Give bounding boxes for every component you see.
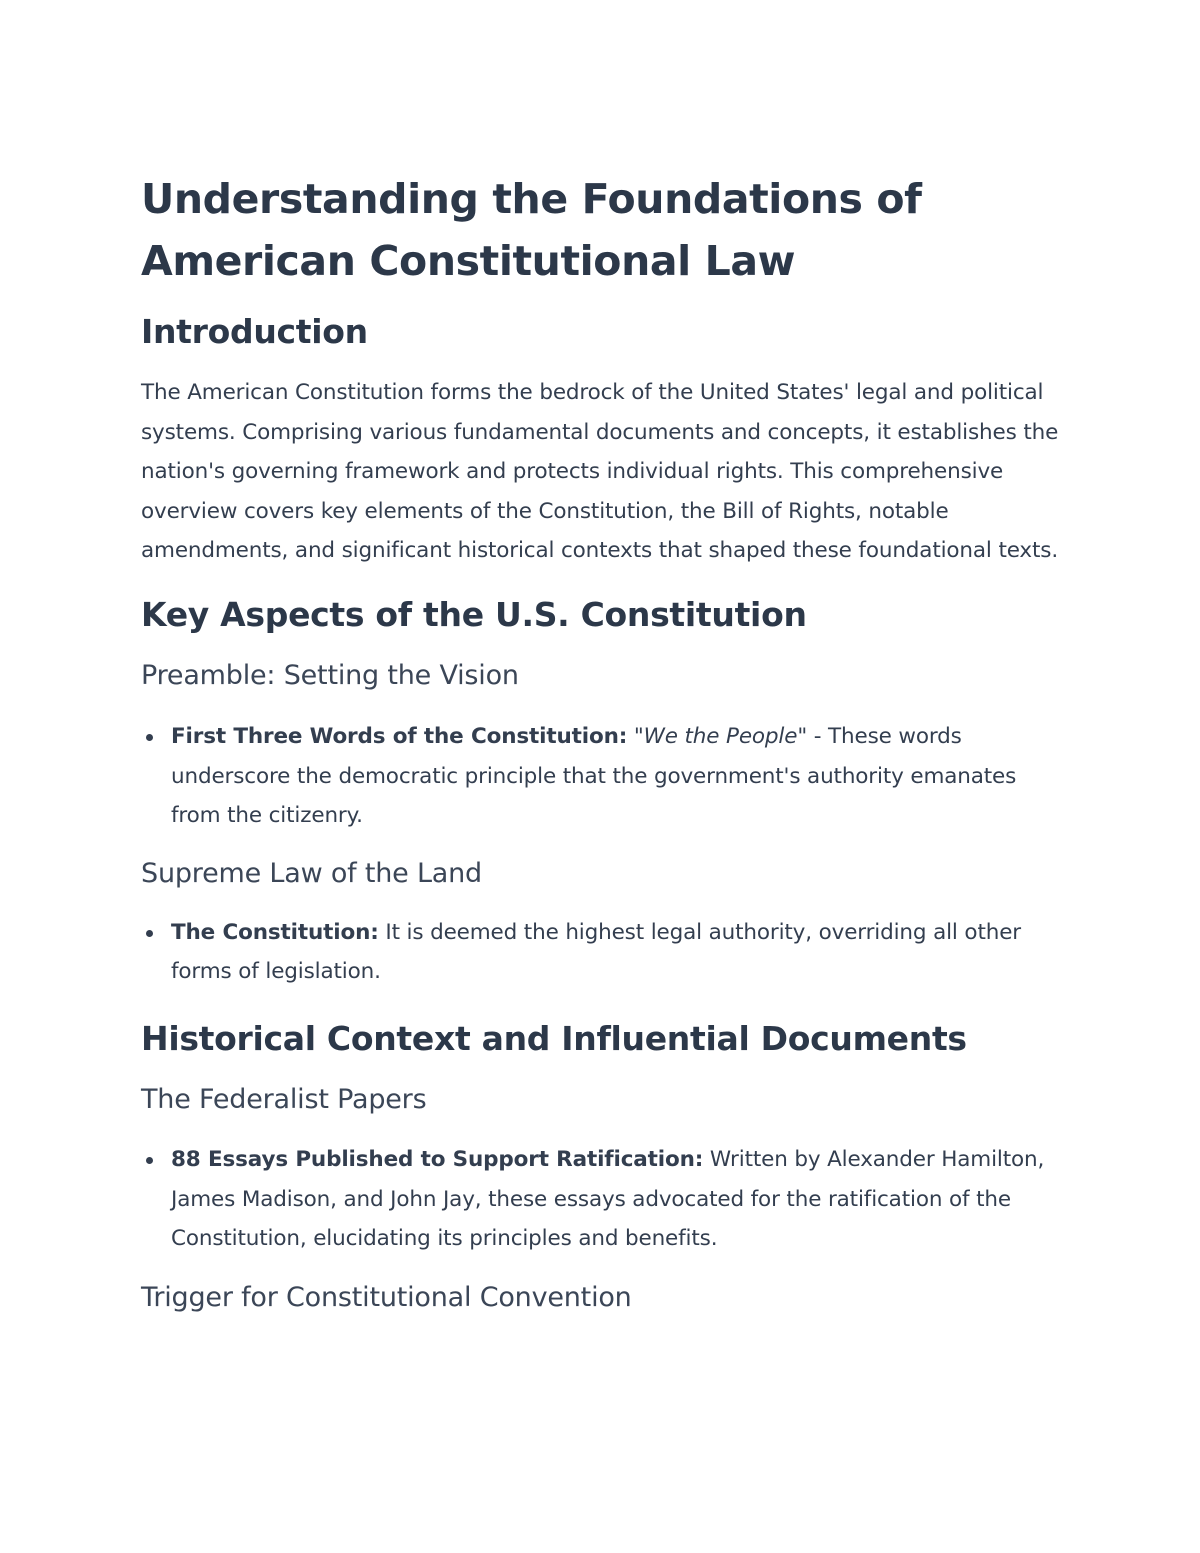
item-text: Written by Alexander Hamilton, James Madison, and John Jay, these essays advocated for the ratification of the Constitution, elucidating its principles and benefits. — [171, 1146, 1045, 1252]
bullet-icon — [146, 930, 153, 937]
trigger-convention-heading: Trigger for Constitutional Convention — [141, 1281, 632, 1313]
supreme-law-heading: Supreme Law of the Land — [141, 857, 482, 889]
list-item — [141, 913, 1066, 992]
bullet-icon — [146, 1157, 153, 1164]
preamble-heading: Preamble: Setting the Vision — [141, 659, 519, 691]
item-label: The Constitution: — [171, 919, 379, 945]
supreme-law-list — [141, 913, 1066, 992]
list-item — [141, 1140, 1066, 1259]
item-text: - These words underscore the democratic principle that the government's authority emanates from the citizenry. — [171, 723, 1017, 829]
item-label: First Three Words of the Constitution: — [171, 723, 628, 749]
bullet-icon — [146, 734, 153, 741]
federalist-list — [141, 1140, 1066, 1259]
item-text: It is deemed the highest legal authority, overriding all other forms of legislation. — [171, 919, 1021, 985]
item-quote: "We the People" — [633, 723, 808, 749]
document-title: Understanding the Foundations of American Constitutional Law — [141, 175, 922, 285]
key-aspects-heading: Key Aspects of the U.S. Constitution — [141, 594, 807, 634]
preamble-list — [141, 717, 1066, 836]
list-item — [141, 717, 1066, 836]
introduction-paragraph: The American Constitution forms the bedrock of the United States' legal and political systems. Comprising various fundamental documents and concepts, it establishes the nation's governing framework and protects individual rights. This comprehensive overview covers key elements of the Constitution, the Bill of Rights, notable amendments, and significant historical contexts that shaped these foundational texts. — [141, 380, 1059, 564]
introduction-heading: Introduction — [141, 312, 368, 351]
historical-context-heading: Historical Context and Influential Documents — [141, 1018, 967, 1058]
document-page — [141, 168, 1066, 1318]
item-label: 88 Essays Published to Support Ratification: — [171, 1146, 704, 1172]
federalist-papers-heading: The Federalist Papers — [141, 1083, 427, 1115]
